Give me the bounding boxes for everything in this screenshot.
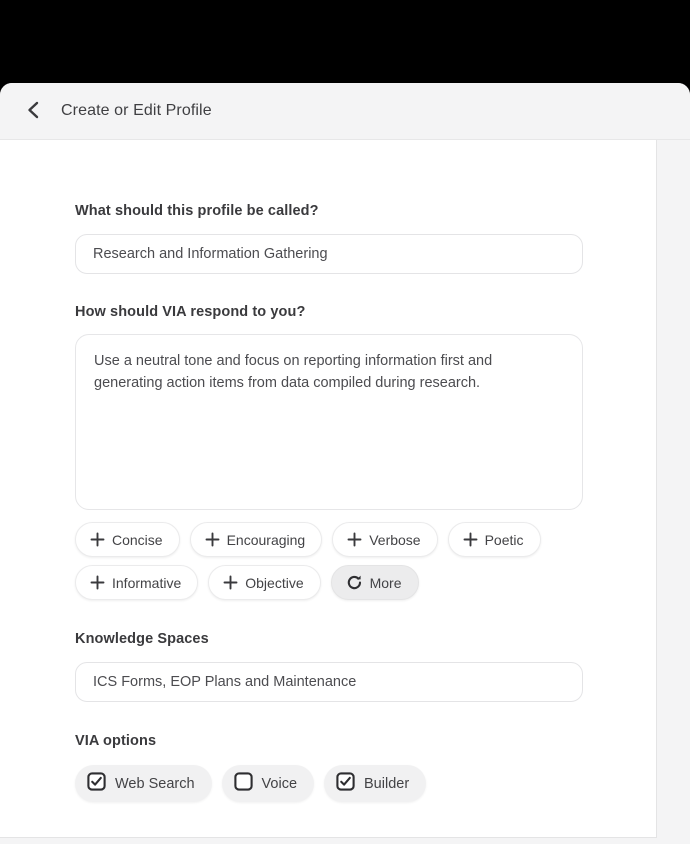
plus-icon <box>463 532 478 547</box>
via-options-row <box>75 765 582 802</box>
chip-concise[interactable] <box>75 522 180 557</box>
checkbox-icon <box>336 772 355 795</box>
plus-icon <box>90 532 105 547</box>
toggle-voice[interactable] <box>222 765 314 802</box>
knowledge-spaces-input[interactable] <box>75 662 583 702</box>
chip-label: More <box>369 574 402 591</box>
profile-editor-sheet <box>0 83 690 844</box>
chip-poetic[interactable] <box>448 522 541 557</box>
checkbox-icon <box>234 772 253 795</box>
chip-label: Concise <box>112 531 163 548</box>
refresh-icon <box>346 574 363 591</box>
tone-chips-row <box>75 522 595 600</box>
header-bar <box>0 83 690 140</box>
toggle-builder[interactable] <box>324 765 426 802</box>
chip-encouraging[interactable] <box>190 522 323 557</box>
checkbox-icon <box>87 772 106 795</box>
toggle-label: Voice <box>261 775 298 792</box>
plus-icon <box>223 575 238 590</box>
chip-informative[interactable] <box>75 565 198 600</box>
chip-label: Objective <box>245 574 304 591</box>
chip-label: Verbose <box>369 531 421 548</box>
chip-more[interactable] <box>331 565 419 600</box>
plus-icon <box>90 575 105 590</box>
profile-name-input[interactable] <box>75 234 583 274</box>
toggle-web-search[interactable] <box>75 765 212 802</box>
via-options-label: VIA options <box>75 733 157 749</box>
toggle-label: Builder <box>364 775 410 792</box>
toggle-label: Web Search <box>115 775 195 792</box>
chip-objective[interactable] <box>208 565 320 600</box>
plus-icon <box>347 532 362 547</box>
back-button[interactable] <box>22 99 46 123</box>
chip-label: Poetic <box>484 531 524 548</box>
form-panel <box>0 140 657 838</box>
plus-icon <box>205 532 220 547</box>
respond-style-label: How should VIA respond to you? <box>75 304 306 320</box>
chip-verbose[interactable] <box>332 522 437 557</box>
chevron-left-icon <box>25 101 43 122</box>
profile-name-label: What should this profile be called? <box>75 203 319 219</box>
page-title: Create or Edit Profile <box>61 102 212 119</box>
respond-style-textarea[interactable] <box>75 334 583 510</box>
chip-label: Encouraging <box>226 531 306 548</box>
knowledge-spaces-label: Knowledge Spaces <box>75 631 209 647</box>
chip-label: Informative <box>112 574 182 591</box>
